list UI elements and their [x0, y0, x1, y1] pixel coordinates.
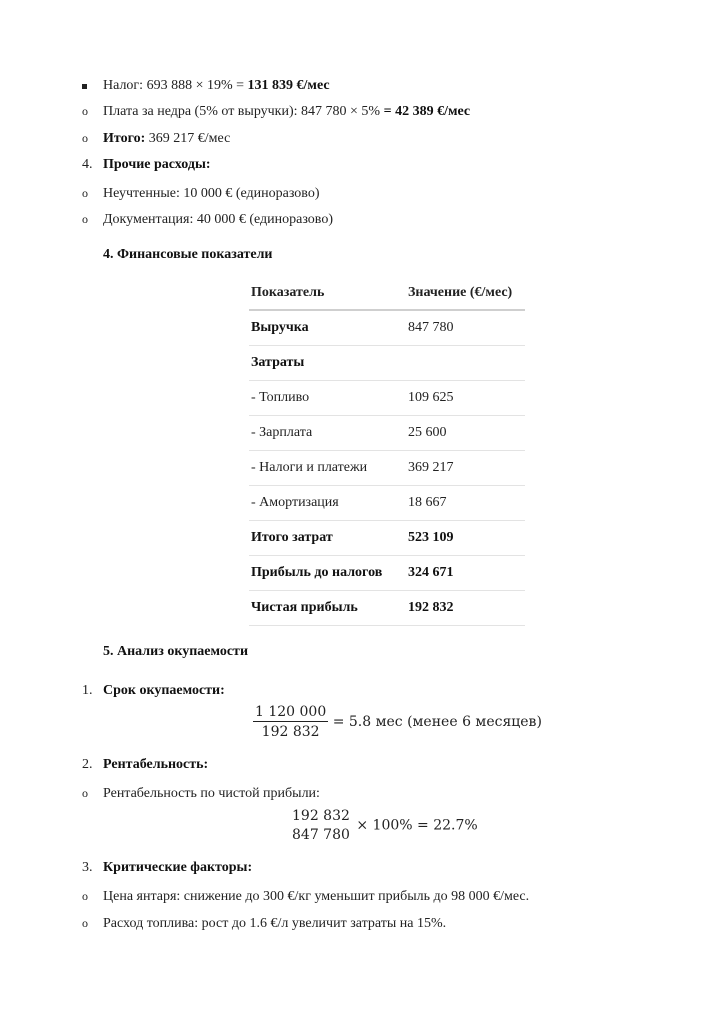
tax-result: 131 839 €/мес	[247, 78, 330, 93]
list-number: 3.	[82, 860, 93, 875]
row-value: 523 109	[408, 530, 454, 545]
circle-bullet-icon: o	[82, 186, 88, 200]
row-label: Затраты	[251, 355, 305, 370]
financial-table	[249, 277, 525, 626]
row-value: 847 780	[408, 320, 454, 335]
row-label: - Налоги и платежи	[251, 460, 368, 475]
circle-bullet-icon: o	[82, 104, 88, 118]
row-value: 18 667	[408, 495, 447, 510]
row-label: Итого затрат	[251, 530, 333, 545]
profitability-title: Рентабельность:	[103, 757, 209, 772]
circle-bullet-icon: o	[82, 212, 88, 226]
payback-period-title: Срок окупаемости:	[103, 683, 225, 698]
table-header-row	[249, 277, 525, 310]
row-value: 324 671	[408, 565, 454, 580]
tax-text: Налог: 693 888 × 19% =	[103, 78, 248, 93]
list-number: 1.	[82, 683, 93, 698]
profitability-fraction	[290, 808, 352, 843]
row-label: - Топливо	[251, 390, 310, 405]
critical-factors-title: Критические факторы:	[103, 860, 253, 875]
row-label: - Амортизация	[251, 495, 339, 510]
financial-section-title: 4. Финансовые показатели	[103, 247, 273, 262]
tax-total-label: Итого:	[103, 131, 146, 146]
fraction-denominator: 192 832	[261, 724, 320, 740]
payback-section-title: 5. Анализ окупаемости	[103, 644, 249, 659]
row-label: Чистая прибыль	[251, 600, 358, 615]
row-value: 25 600	[408, 425, 447, 440]
table-row	[249, 346, 525, 381]
row-label: Выручка	[251, 320, 309, 335]
critical-factor-item: Цена янтаря: снижение до 300 €/кг уменьшит прибыль до 98 000 €/мес.	[103, 889, 530, 904]
table-row	[249, 310, 525, 346]
tax-total-value: 369 217 €/мес	[145, 131, 231, 146]
row-value: 109 625	[408, 390, 454, 405]
list-number: 4.	[82, 157, 93, 172]
list-number: 2.	[82, 757, 93, 772]
formula-result: × 100% = 22.7%	[356, 817, 478, 834]
table-row	[249, 451, 525, 486]
other-expense-item: Неучтенные: 10 000 € (единоразово)	[103, 186, 320, 201]
profitability-subtitle: Рентабельность по чистой прибыли:	[103, 786, 320, 801]
circle-bullet-icon: o	[82, 131, 88, 145]
fraction-numerator: 1 120 000	[255, 704, 327, 720]
fraction-denominator: 847 780	[292, 827, 350, 843]
row-value	[406, 346, 525, 381]
critical-factor-item: Расход топлива: рост до 1.6 €/л увеличит затраты на 15%.	[103, 916, 447, 931]
table-row	[249, 381, 525, 416]
circle-bullet-icon: o	[82, 916, 88, 930]
header-indicator: Показатель	[251, 285, 325, 300]
table-row	[249, 556, 525, 591]
circle-bullet-icon: o	[82, 889, 88, 903]
fraction-numerator: 192 832	[292, 808, 350, 824]
row-value: 192 832	[408, 600, 454, 615]
payback-fraction	[253, 704, 328, 740]
payback-formula	[253, 704, 542, 740]
circle-bullet-icon: o	[82, 786, 88, 800]
row-label: - Зарплата	[251, 425, 313, 440]
other-expenses-title: Прочие расходы:	[103, 157, 211, 172]
table-row	[249, 416, 525, 451]
row-value: 369 217	[408, 460, 454, 475]
row-label: Прибыль до налогов	[251, 565, 383, 580]
mining-fee-text: Плата за недра (5% от выручки): 847 780 × 5%	[103, 104, 384, 119]
formula-result: = 5.8 мес (менее 6 месяцев)	[332, 714, 542, 730]
other-expense-item: Документация: 40 000 € (единоразово)	[103, 212, 333, 227]
table-row	[249, 486, 525, 521]
profitability-formula	[290, 808, 478, 843]
table-row	[249, 521, 525, 556]
table-row	[249, 591, 525, 626]
mining-fee-result: = 42 389 €/мес	[383, 104, 471, 119]
header-value: Значение (€/мес)	[408, 285, 513, 300]
